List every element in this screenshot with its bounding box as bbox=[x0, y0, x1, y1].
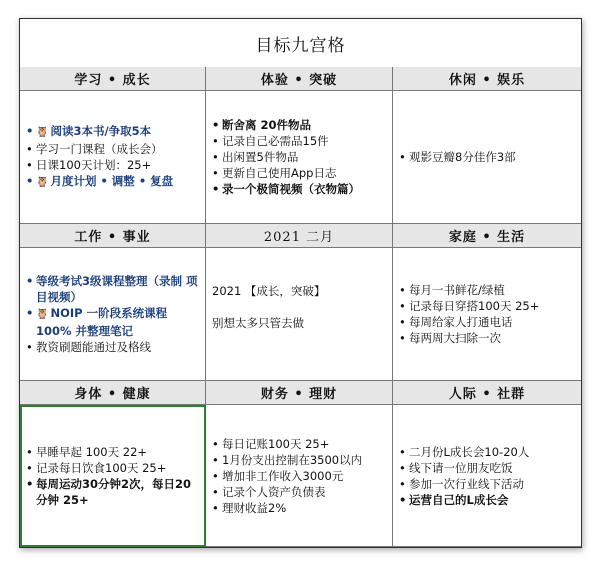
cell-study[interactable] bbox=[20, 91, 206, 224]
cell-work[interactable] bbox=[20, 248, 206, 381]
list-item: • 观影豆瓣8分佳作3部 bbox=[399, 149, 577, 165]
header-social[interactable]: 人际 • 社群 bbox=[393, 381, 581, 405]
list-item: • 线下请一位朋友吃饭 bbox=[399, 460, 577, 476]
cell-social[interactable] bbox=[393, 405, 581, 547]
list-item: • 学习一门课程（成长会） bbox=[26, 141, 201, 157]
header-family[interactable]: 家庭 • 生活 bbox=[393, 224, 581, 248]
list-item: • 1月份支出控制在3500以内 bbox=[212, 452, 388, 468]
goal-grid-sheet bbox=[19, 18, 582, 548]
page-title: 目标九宫格 bbox=[20, 19, 581, 68]
cell-family[interactable] bbox=[393, 248, 581, 381]
list-item: • 出闲置5件物品 bbox=[212, 149, 388, 165]
header-leisure[interactable]: 休闲 • 娱乐 bbox=[393, 67, 581, 91]
list-item: • 断舍离 20件物品 bbox=[212, 117, 388, 133]
list-item: • 二月份L成长会10-20人 bbox=[399, 444, 577, 460]
owl-icon: 🦉 bbox=[36, 309, 49, 320]
center-motto: 别想太多只管去做 bbox=[212, 316, 304, 330]
cell-body[interactable] bbox=[20, 405, 206, 547]
header-center[interactable]: 2021 二月 bbox=[206, 224, 393, 248]
owl-icon: 🦉 bbox=[36, 127, 49, 138]
cell-center[interactable] bbox=[206, 248, 393, 381]
list-item: • 每月一书鲜花/绿植 bbox=[399, 282, 577, 298]
list-item: • 记录自己必需品15件 bbox=[212, 133, 388, 149]
header-body[interactable]: 身体 • 健康 bbox=[20, 381, 206, 405]
list-item: • 🦉 NOIP 一阶段系统课程100% 并整理笔记 bbox=[26, 305, 201, 339]
list-item: • 每周给家人打通电话 bbox=[399, 314, 577, 330]
header-finance[interactable]: 财务 • 理财 bbox=[206, 381, 393, 405]
cell-experience[interactable] bbox=[206, 91, 393, 224]
list-item: • 等级考试3级课程整理（录制 项目视频） bbox=[26, 273, 201, 305]
list-item: • 每两周大扫除一次 bbox=[399, 330, 577, 346]
list-item: • 🦉 阅读3本书/争取5本 bbox=[26, 123, 201, 141]
center-theme: 2021 【成长，突破】 bbox=[212, 284, 326, 298]
header-experience[interactable]: 体验 • 突破 bbox=[206, 67, 393, 91]
list-item: • 更新自己使用App日志 bbox=[212, 165, 388, 181]
header-study[interactable]: 学习 • 成长 bbox=[20, 67, 206, 91]
list-item: • 每周运动30分钟2次，每日20分钟 25+ bbox=[26, 476, 201, 508]
nine-grid bbox=[20, 67, 581, 547]
list-item: • 🦉 月度计划 • 调整 • 复盘 bbox=[26, 173, 201, 191]
list-item: • 记录每日饮食100天 25+ bbox=[26, 460, 201, 476]
list-item: • 理财收益2% bbox=[212, 500, 388, 516]
list-item: • 早睡早起 100天 22+ bbox=[26, 444, 201, 460]
list-item: • 每日记账100天 25+ bbox=[212, 436, 388, 452]
list-item: • 增加非工作收入3000元 bbox=[212, 468, 388, 484]
list-item: • 记录个人资产负债表 bbox=[212, 484, 388, 500]
list-item: • 运营自己的L成长会 bbox=[399, 492, 577, 508]
list-item: • 教资刷题能通过及格线 bbox=[26, 339, 201, 355]
list-item: • 日课100天计划：25+ bbox=[26, 157, 201, 173]
cell-leisure[interactable] bbox=[393, 91, 581, 224]
list-item: • 参加一次行业线下活动 bbox=[399, 476, 577, 492]
header-work[interactable]: 工作 • 事业 bbox=[20, 224, 206, 248]
owl-icon: 🦉 bbox=[36, 177, 49, 188]
list-item: • 录一个极简视频（衣物篇） bbox=[212, 181, 388, 197]
cell-finance[interactable] bbox=[206, 405, 393, 547]
list-item: • 记录每日穿搭100天 25+ bbox=[399, 298, 577, 314]
